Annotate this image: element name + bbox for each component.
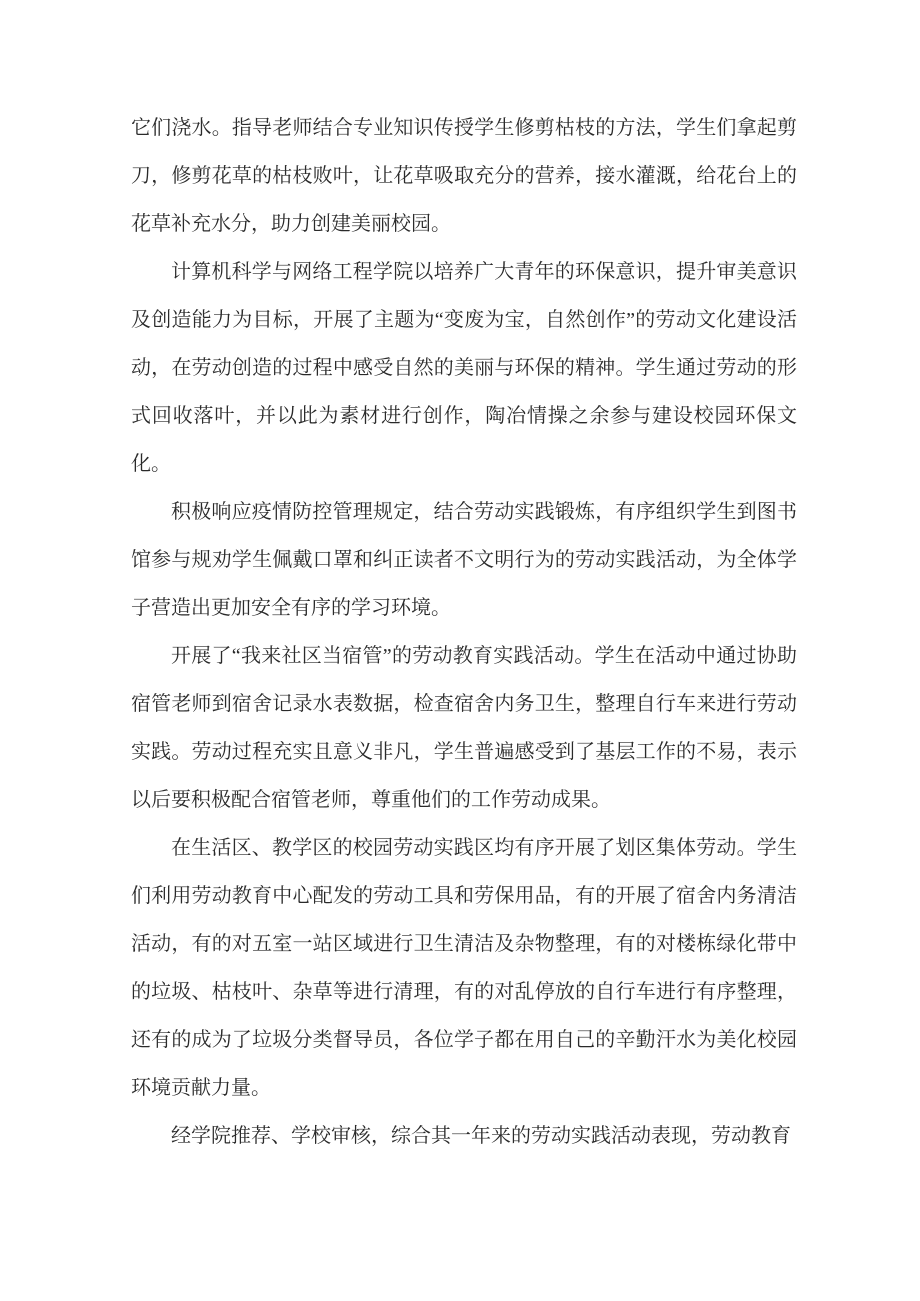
paragraph-dorm-manager-activity: 开展了“我来社区当宿管”的劳动教育实践活动。学生在活动中通过协助宿管老师到宿舍记录水表数据，检查宿舍内务卫生，整理自行车来进行劳动实践。劳动过程充实且意义非凡，学生普遍感受到了基层工作的不易，表示以后要积极配合宿管老师，尊重他们的工作劳动成果。 — [131, 645, 797, 811]
paragraph-watering-flowers: 它们浇水。指导老师结合专业知识传授学生修剪枯枝的方法，学生们拿起剪刀，修剪花草的枯枝败叶，让花草吸取充分的营养，接水灌溉，给花台上的花草补充水分，助力创建美丽校园。 — [131, 117, 797, 235]
document-text-body — [131, 104, 797, 1160]
paragraph-campus-zone-collective-labor: 在生活区、教学区的校园劳动实践区均有序开展了划区集体劳动。学生们利用劳动教育中心配发的劳动工具和劳保用品，有的开展了宿舍内务清洁活动，有的对五室一站区域进行卫生清洁及杂物整理，有的对楼栋绿化带中的垃圾、枯枝叶、杂草等进行清理，有的对乱停放的自行车进行有序整理，还有的成为了垃圾分类督导员，各位学子都在用自己的辛勤汗水为美化校园环境贡献力量。 — [131, 837, 797, 1099]
paragraph-epidemic-library-activity: 积极响应疫情防控管理规定，结合劳动实践锻炼，有序组织学生到图书馆参与规劝学生佩戴口罩和纠正读者不文明行为的劳动实践活动，为全体学子营造出更加安全有序的学习环境。 — [131, 501, 797, 619]
paragraph-college-recommendation: 经学院推荐、学校审核，综合其一年来的劳动实践活动表现，劳动教育 — [171, 1125, 791, 1147]
paragraph-computer-science-college: 计算机科学与网络工程学院以培养广大青年的环保意识，提升审美意识及创造能力为目标，开展了主题为“变废为宝，自然创作”的劳动文化建设活动，在劳动创造的过程中感受自然的美丽与环保的精神。学生通过劳动的形式回收落叶，并以此为素材进行创作，陶冶情操之余参与建设校园环保文化。 — [131, 261, 797, 475]
